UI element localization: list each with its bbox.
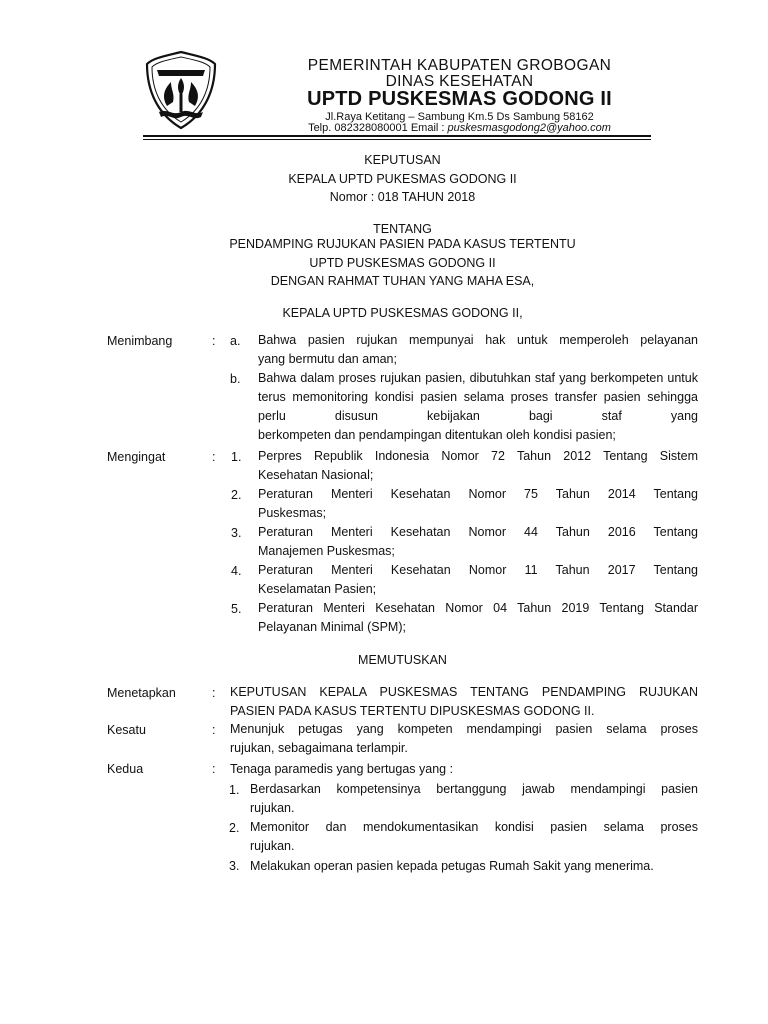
kesatu-text xyxy=(230,720,698,758)
menimbang-marker-b: b. xyxy=(230,372,241,386)
letterhead-rule-thin xyxy=(143,139,651,140)
mengingat-4-last: Keselamatan Pasien; xyxy=(258,582,377,596)
kedua-item-3: Melakukan operan pasien kepada petugas Rumah Sakit yang menerima. xyxy=(250,859,654,873)
kedua-marker-2: 2. xyxy=(229,821,240,835)
mengingat-label: Mengingat xyxy=(107,450,166,464)
menetapkan-colon: : xyxy=(212,686,216,700)
letterhead-address: Jl.Raya Ketitang – Sambung Km.5 Ds Sambung 58162 xyxy=(325,111,594,123)
kesatu-line: Menunjuk petugas yang kompeten mendampingi pasien selama proses xyxy=(230,722,698,736)
letterhead-phone: Telp. 082328080001 Email : xyxy=(308,122,448,134)
mengingat-colon: : xyxy=(212,450,216,464)
mengingat-marker-3: 3. xyxy=(231,526,242,540)
decree-invocation: DENGAN RAHMAT TUHAN YANG MAHA ESA, xyxy=(270,274,535,288)
mengingat-item-3 xyxy=(258,523,698,561)
mengingat-2-last: Puskesmas; xyxy=(258,506,327,520)
kedua-intro: Tenaga paramedis yang bertugas yang : xyxy=(230,762,454,776)
mengingat-1-line: Perpres Republik Indonesia Nomor 72 Tahun 2012 Tentang Sistem xyxy=(258,449,698,463)
mengingat-2-line: Peraturan Menteri Kesehatan Nomor 75 Tahun 2014 Tentang xyxy=(258,487,698,501)
menetapkan-last: PASIEN PADA KASUS TERTENTU DIPUSKESMAS GODONG II. xyxy=(230,704,595,718)
menimbang-item-a xyxy=(258,331,698,369)
letterhead-agency: DINAS KESEHATAN xyxy=(385,73,534,90)
mengingat-3-line: Peraturan Menteri Kesehatan Nomor 44 Tahun 2016 Tentang xyxy=(258,525,698,539)
menimbang-item-b xyxy=(258,369,698,445)
decree-number: Nomor : 018 TAHUN 2018 xyxy=(329,190,476,204)
letterhead-email: puskesmasgodong2@yahoo.com xyxy=(447,122,611,134)
kedua-colon: : xyxy=(212,762,216,776)
kedua-marker-1: 1. xyxy=(229,783,240,797)
decree-type: KEPUTUSAN xyxy=(364,153,441,167)
mengingat-item-5 xyxy=(258,599,698,637)
menetapkan-text xyxy=(230,683,698,721)
mengingat-item-4 xyxy=(258,561,698,599)
kedua-marker-3: 3. xyxy=(229,859,240,873)
memutuskan-heading: MEMUTUSKAN xyxy=(358,653,447,667)
kedua-1-line: Berdasarkan kompetensinya bertanggung jawab mendampingi pasien xyxy=(250,782,698,796)
kedua-1-last: rujukan. xyxy=(250,801,295,815)
kedua-label: Kedua xyxy=(107,762,144,776)
decree-authority: KEPALA UPTD PUSKESMAS GODONG II, xyxy=(282,306,523,320)
mengingat-marker-2: 2. xyxy=(231,488,242,502)
grobogan-regency-emblem-icon xyxy=(145,50,217,130)
kesatu-label: Kesatu xyxy=(107,723,146,737)
kedua-item-1 xyxy=(250,780,698,818)
menimbang-label: Menimbang xyxy=(107,334,173,348)
kedua-2-line: Memonitor dan mendokumentasikan kondisi pasien selama proses xyxy=(250,820,698,834)
letterhead-contact xyxy=(232,122,687,134)
menimbang-b-line-3: transfer pasien sehingga perlu disusun kebijakan bagi staf yang xyxy=(258,390,698,423)
letterhead-institution: UPTD PUSKESMAS GODONG II xyxy=(307,88,612,110)
menimbang-a-last: yang bermutu dan aman; xyxy=(258,352,397,366)
menimbang-colon: : xyxy=(212,334,216,348)
mengingat-1-last: Kesehatan Nasional; xyxy=(258,468,374,482)
mengingat-4-line: Peraturan Menteri Kesehatan Nomor 11 Tahun 2017 Tentang xyxy=(258,563,698,577)
menetapkan-line: KEPUTUSAN KEPALA PUSKESMAS TENTANG PENDAMPING RUJUKAN xyxy=(230,685,698,699)
decree-issuer: KEPALA UPTD PUKESMAS GODONG II xyxy=(288,172,517,186)
decree-subject: PENDAMPING RUJUKAN PASIEN PADA KASUS TERTENTU xyxy=(229,237,576,251)
menimbang-marker-a: a. xyxy=(230,334,241,348)
letterhead-government: PEMERINTAH KABUPATEN GROBOGAN xyxy=(307,57,612,74)
mengingat-5-line: Peraturan Menteri Kesehatan Nomor 04 Tahun 2019 Tentang Standar xyxy=(258,601,698,615)
decree-subject-unit: UPTD PUSKESMAS GODONG II xyxy=(309,256,496,270)
mengingat-marker-1: 1. xyxy=(231,450,242,464)
letterhead-rule-thick xyxy=(143,135,651,137)
mengingat-3-last: Manajemen Puskesmas; xyxy=(258,544,395,558)
mengingat-marker-5: 5. xyxy=(231,602,242,616)
mengingat-marker-4: 4. xyxy=(231,564,242,578)
menetapkan-label: Menetapkan xyxy=(107,686,176,700)
mengingat-item-1 xyxy=(258,447,698,485)
mengingat-5-last: Pelayanan Minimal (SPM); xyxy=(258,620,406,634)
menimbang-b-line-1: Bahwa dalam proses rujukan pasien, dibutuhkan staf yang xyxy=(258,371,587,385)
kedua-item-2 xyxy=(250,818,698,856)
menimbang-b-last: berkompeten dan pendampingan ditentukan oleh kondisi pasien; xyxy=(258,428,616,442)
kesatu-last: rujukan, sebagaimana terlampir. xyxy=(230,741,408,755)
mengingat-item-2 xyxy=(258,485,698,523)
menimbang-a-line: Bahwa pasien rujukan mempunyai hak untuk memperoleh pelayanan xyxy=(258,333,698,347)
kesatu-colon: : xyxy=(212,723,216,737)
kedua-2-last: rujukan. xyxy=(250,839,295,853)
decree-tentang: TENTANG xyxy=(373,222,432,236)
menimbang-b-line-2: berkompeten untuk terus memonitoring kondisi pasien selama proses xyxy=(258,371,698,404)
